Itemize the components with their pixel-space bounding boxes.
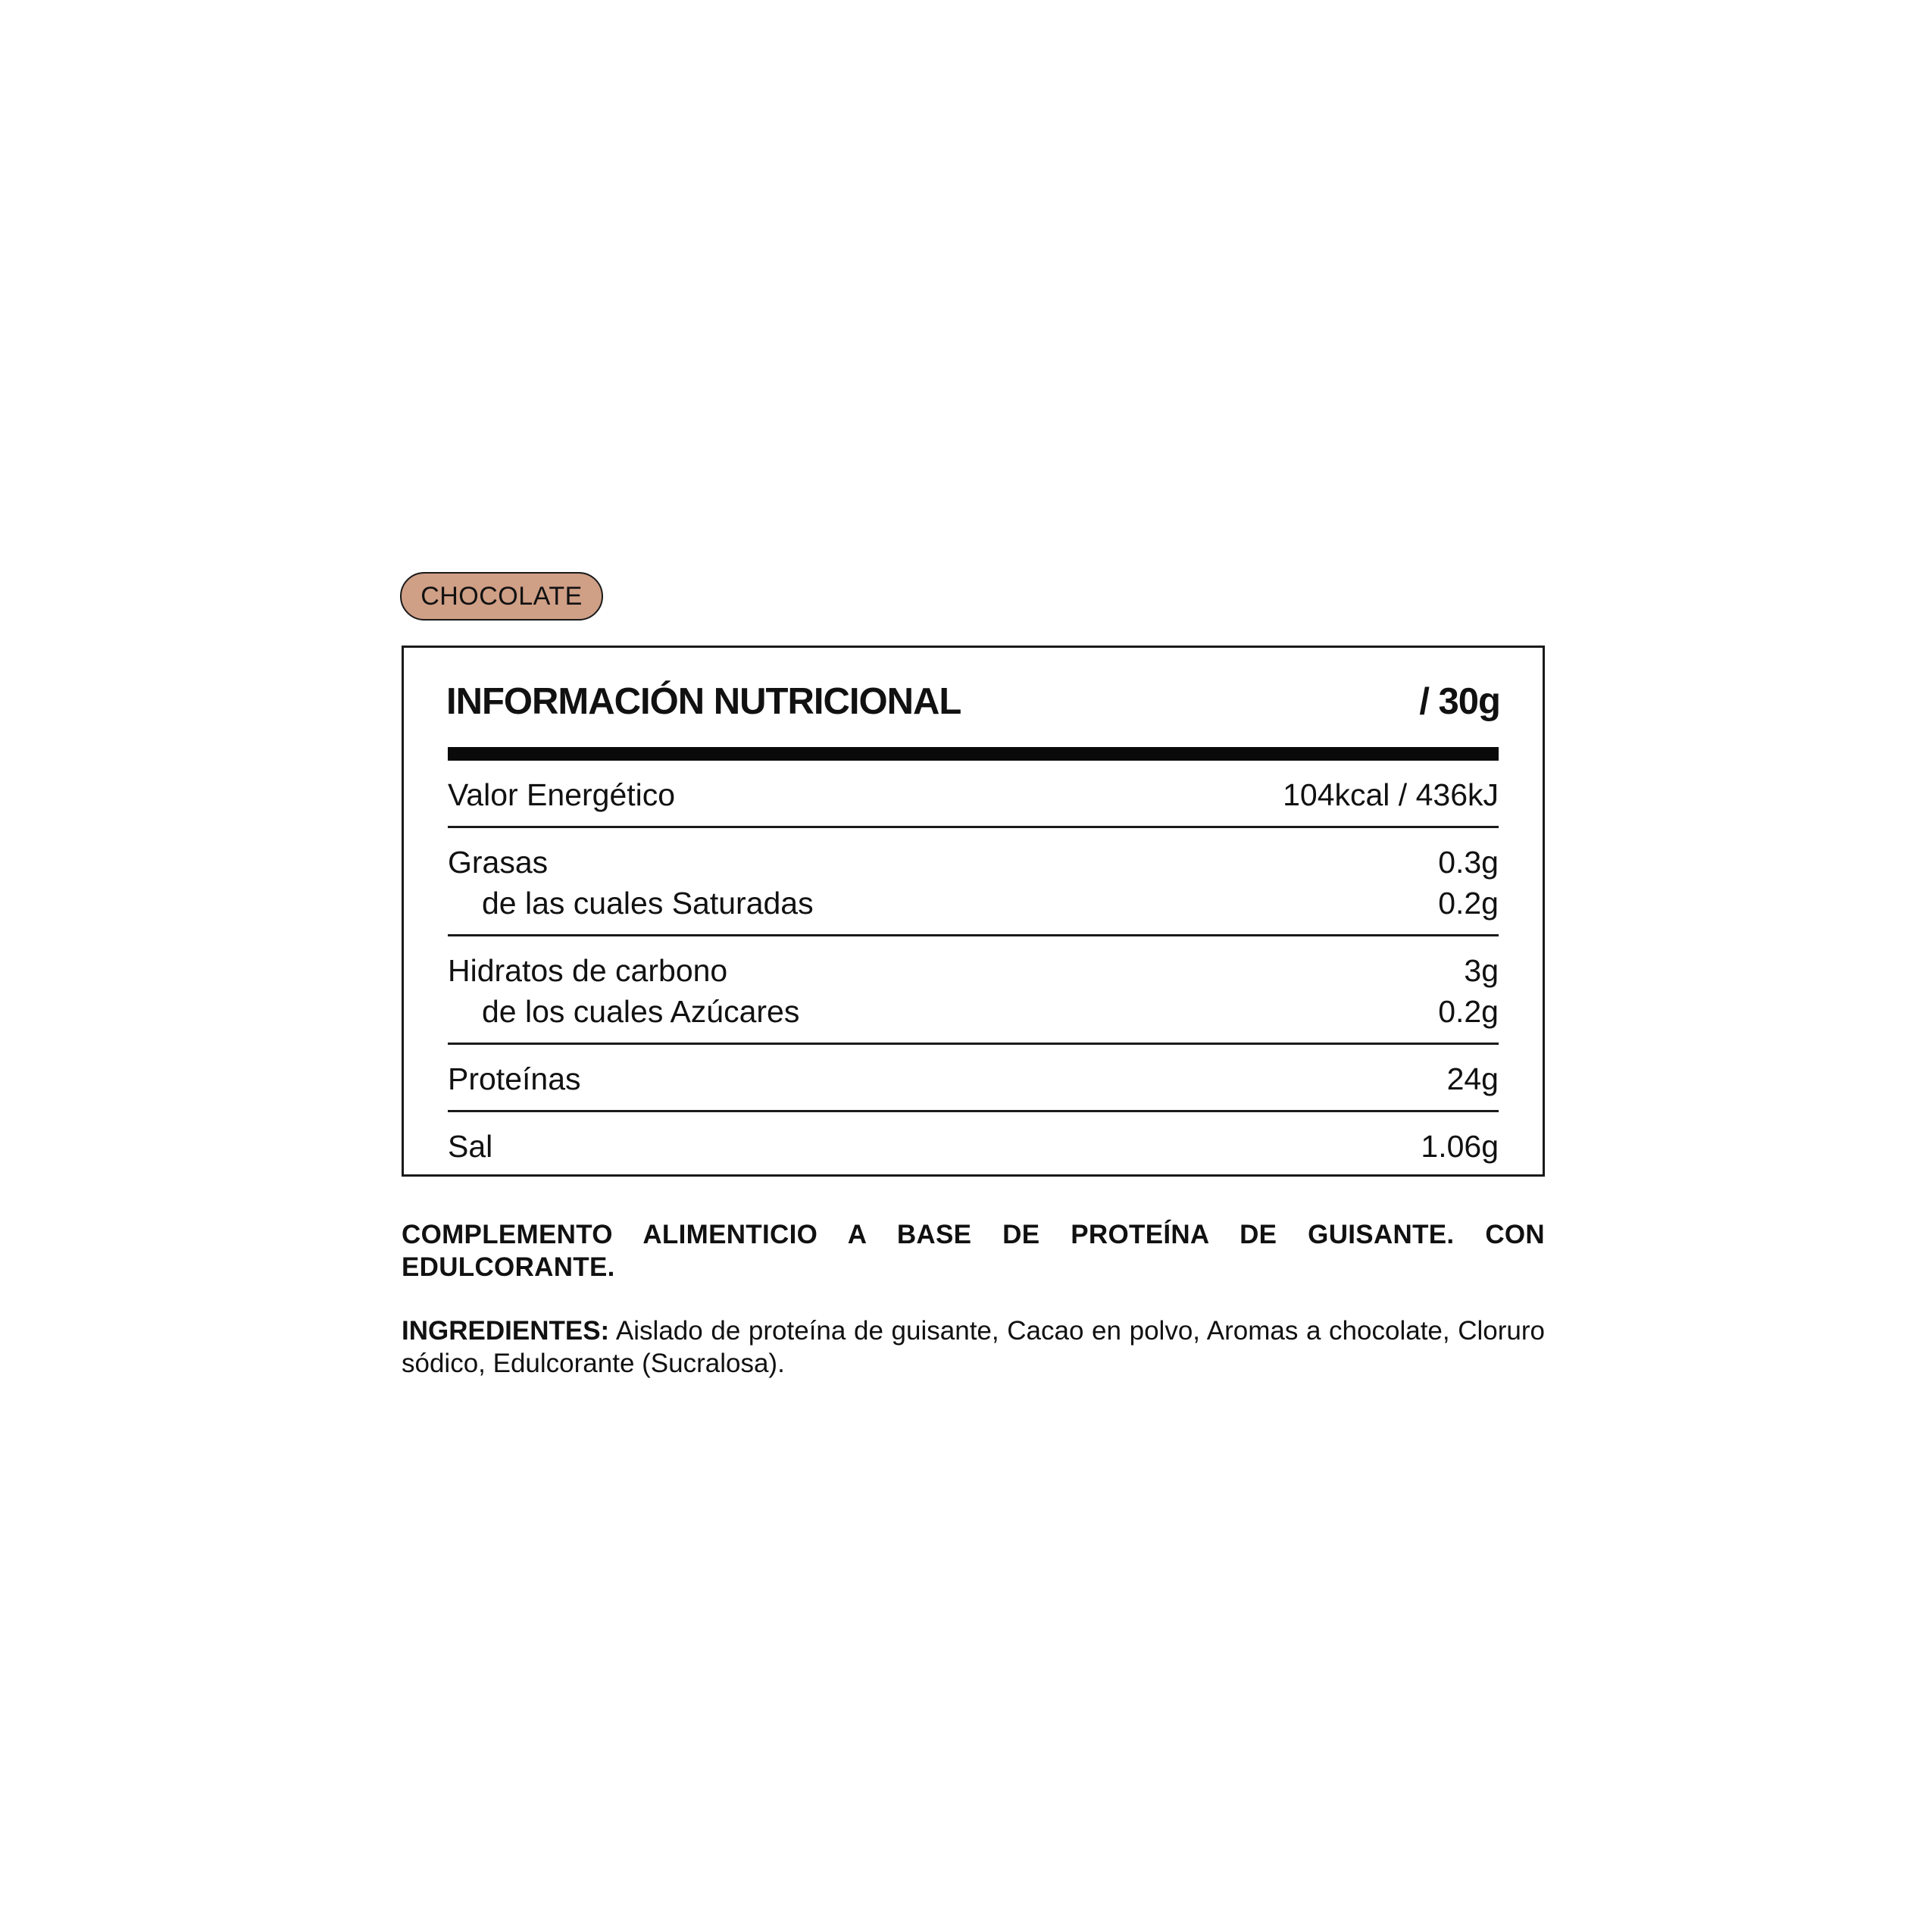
serving-size: / 30g — [1419, 681, 1500, 722]
flavor-label: CHOCOLATE — [420, 581, 583, 611]
nutrient-name: Sal — [448, 1129, 493, 1164]
nutrition-header — [446, 675, 1500, 728]
nutrient-name: Hidratos de carbono — [448, 953, 728, 988]
nutrition-rows — [448, 761, 1499, 1177]
flavor-badge — [400, 572, 603, 621]
nutrient-row — [448, 1126, 1499, 1167]
nutrient-value: 0.3g — [1438, 845, 1499, 880]
product-statement: COMPLEMENTO ALIMENTICIO A BASE DE PROTEÍNA DE GUISANTE. CON EDULCORANTE. — [402, 1220, 1545, 1282]
nutrient-name: Proteínas — [448, 1061, 581, 1096]
nutrient-name: Grasas — [448, 845, 549, 880]
nutrient-name: de las cuales Saturadas — [482, 886, 814, 921]
nutrient-group-energy — [448, 761, 1499, 828]
nutrient-row — [448, 1058, 1499, 1099]
nutrition-title: INFORMACIÓN NUTRICIONAL — [446, 681, 961, 722]
nutrient-value: 3g — [1464, 953, 1499, 988]
nutrient-group-fats — [448, 828, 1499, 936]
nutrient-value: 0.2g — [1438, 886, 1499, 921]
header-divider — [448, 747, 1499, 761]
nutrient-row — [448, 950, 1499, 991]
nutrient-group-carbs — [448, 936, 1499, 1045]
ingredients-label: INGREDIENTES: — [402, 1316, 610, 1346]
nutrient-name: de los cuales Azúcares — [482, 994, 800, 1029]
nutrient-value: 1.06g — [1421, 1129, 1499, 1164]
nutrition-facts-panel — [402, 646, 1545, 1177]
nutrient-value: 24g — [1446, 1061, 1499, 1096]
nutrient-group-protein — [448, 1045, 1499, 1112]
ingredients-paragraph — [402, 1315, 1545, 1380]
nutrient-subrow — [448, 991, 1499, 1032]
nutrient-value: 104kcal / 436kJ — [1283, 777, 1499, 812]
nutrient-group-salt — [448, 1112, 1499, 1177]
nutrient-row — [448, 842, 1499, 883]
nutrient-name: Valor Energético — [448, 777, 676, 812]
ingredients-text: Aislado de proteína de guisante, Cacao en polvo, Aromas a chocolate, Cloruro sódico, Edulcorante (Sucralosa). — [402, 1316, 1546, 1378]
nutrient-row — [448, 774, 1499, 815]
nutrient-subrow — [448, 883, 1499, 924]
nutrient-value: 0.2g — [1438, 994, 1499, 1029]
